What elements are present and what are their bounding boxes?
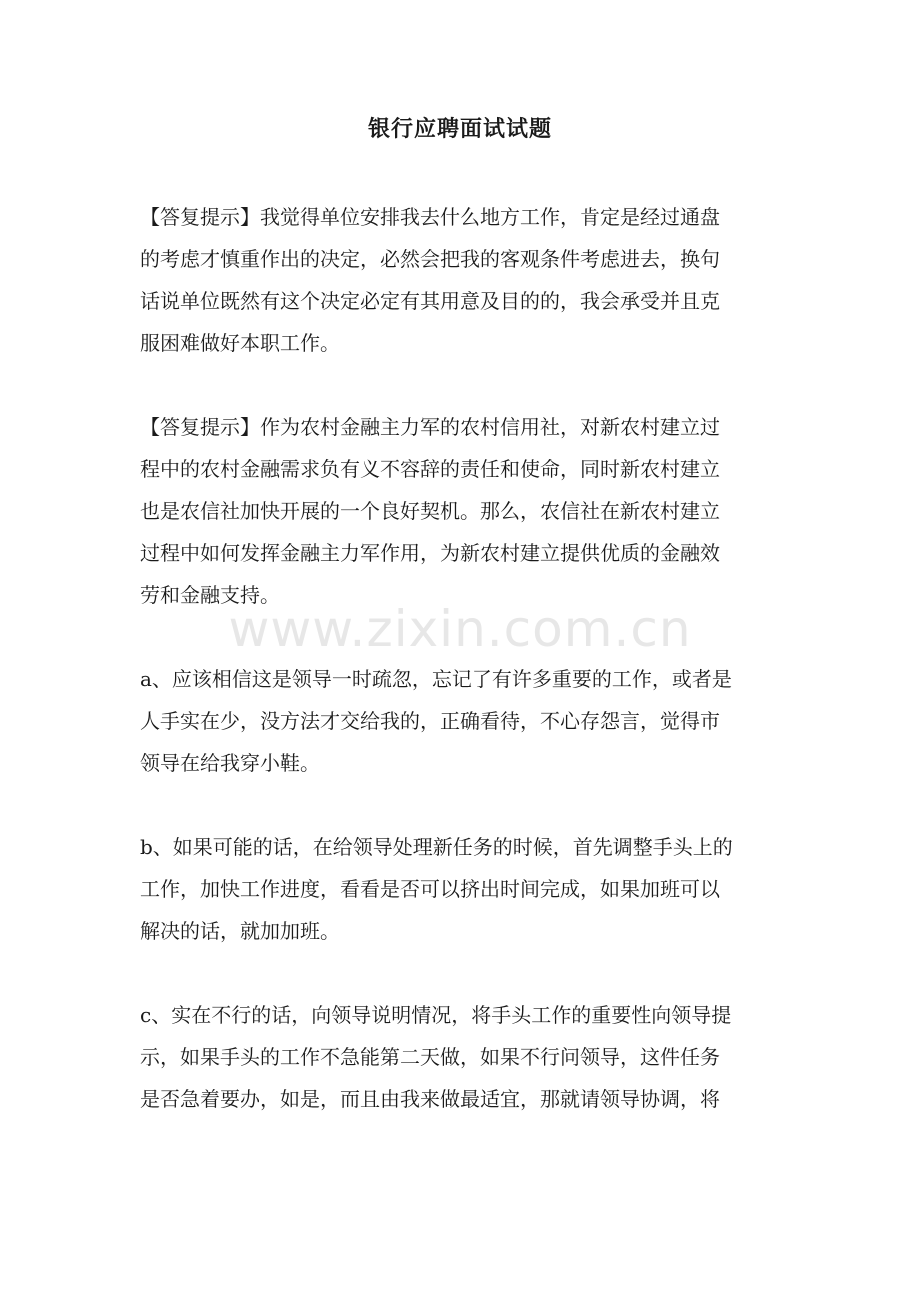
paragraph-line: a、应该相信这是领导一时疏忽，忘记了有许多重要的工作，或者是: [140, 667, 732, 691]
paragraph-line: 【答复提示】作为农村金融主力军的农村信用社，对新农村建立过: [140, 415, 720, 439]
paragraph-line: 是否急着要办，如是，而且由我来做最适宜，那就请领导协调，将: [140, 1087, 720, 1111]
paragraph-line: 人手实在少，没方法才交给我的，正确看待，不心存怨言，觉得市: [140, 709, 720, 733]
paragraph-line: 劳和金融支持。: [140, 583, 280, 607]
paragraph-1: [140, 196, 780, 364]
paragraph-line: 的考虑才慎重作出的决定，必然会把我的客观条件考虑进去，换句: [140, 247, 720, 271]
paragraph-line: 也是农信社加快开展的一个良好契机。那么，农信社在新农村建立: [140, 499, 720, 523]
paragraph-line: 工作，加快工作进度，看看是否可以挤出时间完成，如果加班可以: [140, 877, 720, 901]
paragraph-3: [140, 658, 780, 784]
document-title: 银行应聘面试试题: [367, 117, 552, 142]
paragraph-line: c、实在不行的话，向领导说明情况，将手头工作的重要性向领导提: [140, 1003, 732, 1027]
paragraph-2: [140, 406, 780, 616]
paragraph-line: 示，如果手头的工作不急能第二天做，如果不行问领导，这件任务: [140, 1045, 720, 1069]
paragraph-line: 解决的话，就加加班。: [140, 919, 340, 943]
paragraph-line: 过程中如何发挥金融主力军作用，为新农村建立提供优质的金融效: [140, 541, 720, 565]
paragraph-line: 服困难做好本职工作。: [140, 331, 340, 355]
paragraph-4: [140, 826, 780, 952]
paragraph-line: 【答复提示】我觉得单位安排我去什么地方工作，肯定是经过通盘: [140, 205, 720, 229]
watermark: www.zixin.com.cn: [228, 600, 692, 658]
paragraph-line: b、如果可能的话，在给领导处理新任务的时候，首先调整手头上的: [140, 835, 733, 859]
paragraph-line: 程中的农村金融需求负有义不容辞的责任和使命，同时新农村建立: [140, 457, 720, 481]
paragraph-line: 领导在给我穿小鞋。: [140, 751, 320, 775]
paragraph-line: 话说单位既然有这个决定必定有其用意及目的的，我会承受并且克: [140, 289, 720, 313]
paragraph-5: [140, 994, 780, 1120]
